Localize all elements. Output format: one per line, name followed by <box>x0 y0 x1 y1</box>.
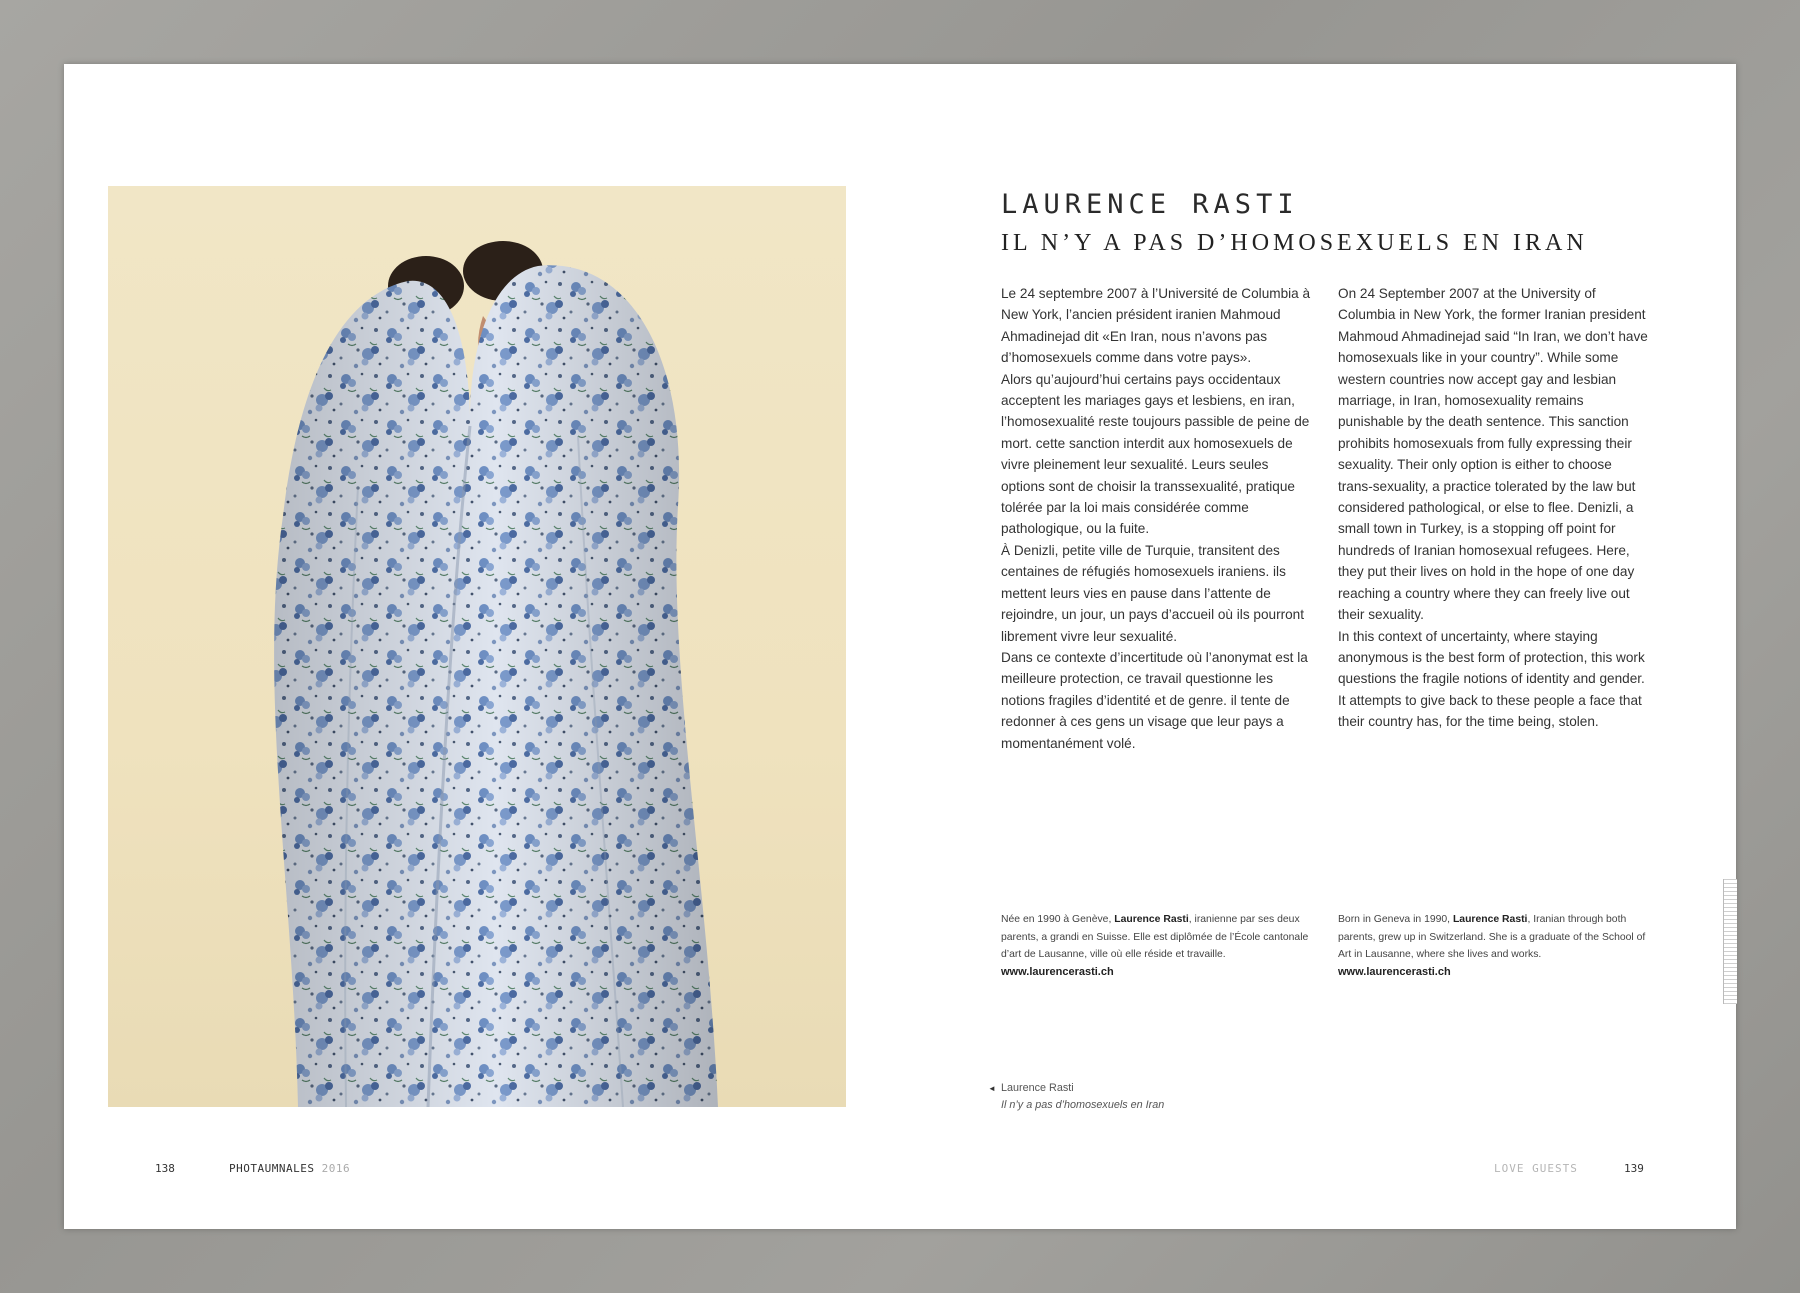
bio-fr-text-after: , iranienne par ses deux parents, a grandi en Suisse. Elle est diplômée de l’École cantonale d’art de Lausanne, ville où elle réside et travaille. <box>1001 914 1309 961</box>
paragraph-fr-4: Dans ce contexte d’incertitude où l’anonymat est la meilleure protection, ce travail questionne les notions fragiles d’identité et de genre. il tente de redonner à ces gens un visage que leur pays a momentanément volé. <box>1001 649 1308 751</box>
caption-artist: Laurence Rasti <box>1001 1082 1074 1094</box>
paragraph-fr-3: À Denizli, petite ville de Turquie, transitent des centaines de réfugiés homosexuels iraniens. ils mettent leurs vies en pause dans l’attente de rejoindre, un jour, un pays d’accueil où ils pourront librement vivre leur sexualité. <box>1001 542 1305 644</box>
paragraph-en-1: On 24 September 2007 at the University of Columbia in New York, the former Iranian president Mahmoud Ahmadinejad said “In Iran, we don’t have homosexuals like in your country”. While some western countries now accept gay and lesbian marriage, in Iran, homosexuality remains punishable by the death sentence. This sanction prohibits homosexuals from fully expressing their sexuality. Their only option is either to choose trans-sexuality, a practice tolerated by the law but considered pathological, or else to flee. Denizli, a small town in Turkey, is a stopping off point for hundreds of Iranian homosexual refugees. Here, they put their lives on hold in the hope of one day reaching a country where they can freely live out their sexuality. <box>1338 286 1648 623</box>
bio-fr-text-before: Née en 1990 à Genève, <box>1001 914 1115 925</box>
artist-name-heading: LAURENCE RASTI <box>1001 189 1299 220</box>
page-number-right: 139 <box>1624 1162 1644 1175</box>
magazine-footer <box>229 1162 350 1175</box>
magazine-year: 2016 <box>321 1162 351 1175</box>
caption-work-title: Il n’y a pas d’homosexuels en Iran <box>1001 1099 1165 1111</box>
artist-website-link-fr[interactable]: www.laurencerasti.ch <box>1001 965 1114 978</box>
english-text-column <box>1338 283 1650 733</box>
bio-en-text-after: , Iranian through both parents, grew up in Switzerland. She is a graduate of the School of Art in Lausanne, where she lives and works. <box>1338 914 1646 961</box>
magazine-spread <box>64 64 1736 1229</box>
bio-fr-artist-name: Laurence Rasti <box>1114 914 1189 925</box>
bio-french <box>1001 911 1321 981</box>
artwork-photo <box>108 186 846 1107</box>
french-text-column <box>1001 283 1313 754</box>
bio-en-text-before: Born in Geneva in 1990, <box>1338 914 1453 925</box>
artist-website-link-en[interactable]: www.laurencerasti.ch <box>1338 965 1451 978</box>
paragraph-fr-2: Alors qu’aujourd’hui certains pays occidentaux acceptent les mariages gays et lesbiens, en iran, l’homosexualité reste toujours passible de peine de mort. cette sanction interdit aux homosexuels de vivre pleinement leur sexualité. Leurs seules options sont de choisir la transsexualité, pratique tolérée par la loi mais considérée comme pathologique, ou la fuite. <box>1001 371 1310 537</box>
magazine-name: PHOTAUMNALES <box>229 1162 315 1175</box>
bio-en-artist-name: Laurence Rasti <box>1452 914 1528 925</box>
shrouded-figures-illustration <box>108 186 846 1107</box>
paragraph-en-2: In this context of uncertainty, where staying anonymous is the best form of protection, this work questions the fragile notions of identity and gender. It attempts to give back to these people a face that their country has, for the time being, stolen. <box>1338 628 1645 730</box>
page-number-left: 138 <box>155 1162 175 1175</box>
article-title: IL N’Y A PAS D’HOMOSEXUELS EN IRAN <box>1001 230 1588 256</box>
photo-caption <box>988 1080 1164 1114</box>
bio-english <box>1338 911 1658 981</box>
page-edge-tab <box>1723 879 1737 1004</box>
paragraph-fr-1: Le 24 septembre 2007 à l’Université de Columbia à New York, l’ancien président iranien Mahmoud Ahmadinejad dit «En Iran, nous n’avons pas d’homosexuels comme dans votre pays». <box>1001 286 1311 366</box>
left-arrow-icon: ◄ <box>988 1084 996 1093</box>
section-name: LOVE GUESTS <box>1494 1162 1578 1175</box>
